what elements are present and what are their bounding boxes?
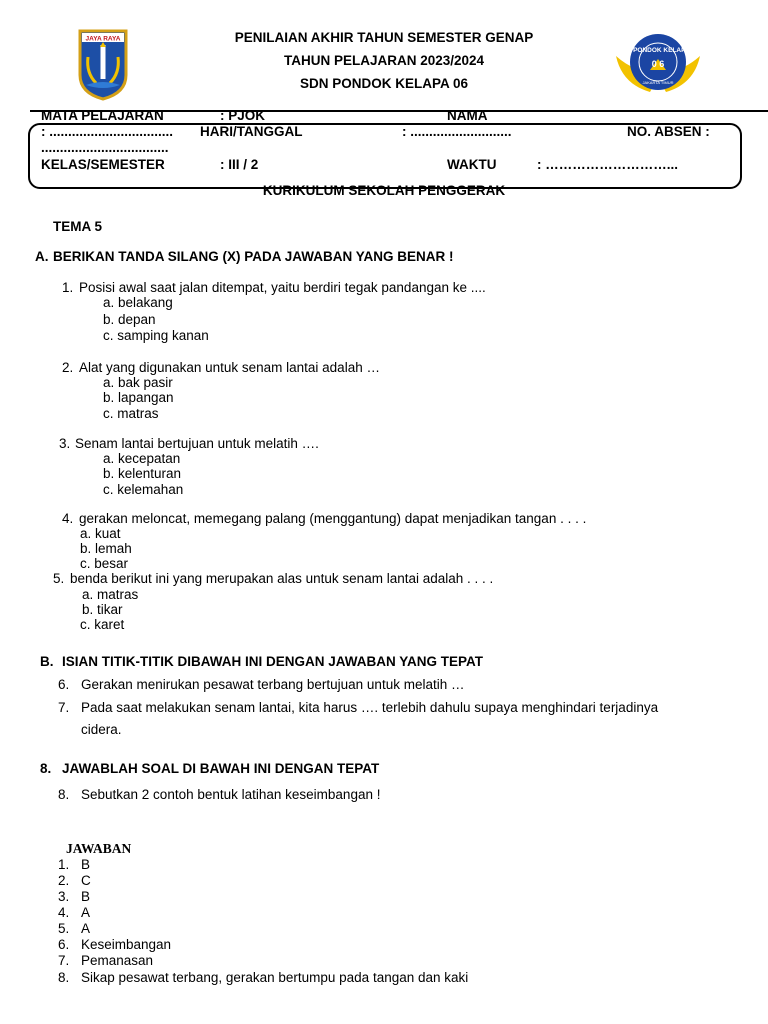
question-text: Sebutkan 2 contoh bentuk latihan keseimbangan ! (81, 787, 381, 802)
answer-option[interactable]: b. lemah (80, 541, 132, 556)
answer-option[interactable]: a. belakang (103, 295, 173, 310)
date-label: HARI/TANGGAL (200, 124, 303, 139)
time-label: WAKTU (447, 157, 497, 172)
question-number: 2. (62, 360, 74, 375)
answer-key-value: C (81, 873, 91, 888)
answer-option[interactable]: b. lapangan (103, 390, 174, 405)
logo-motto-text: JAYA RAYA (85, 35, 121, 43)
answer-key-number: 3. (58, 889, 70, 904)
answer-option[interactable]: c. samping kanan (103, 328, 209, 343)
question-text: benda berikut ini yang merupakan alas untuk senam lantai adalah . . . . (70, 571, 494, 586)
answer-key-value: B (81, 857, 91, 872)
section-b-title: ISIAN TITIK-TITIK DIBAWAH INI DENGAN JAWABAN YANG TEPAT (62, 654, 484, 669)
answer-option[interactable]: b. kelenturan (103, 466, 182, 481)
question-number: 6. (58, 677, 70, 692)
answer-key-number: 2. (58, 873, 70, 888)
question-text: Pada saat melakukan senam lantai, kita harus …. terlebih dahulu supaya menghindari terjadinya (81, 700, 659, 715)
answer-key-value: Keseimbangan (81, 937, 172, 952)
question-text-continued: cidera. (81, 722, 122, 737)
badge-city-text: JAKARTA TIMUR (642, 80, 674, 85)
question-number: 1. (62, 280, 74, 295)
name-field[interactable]: : ................................. (41, 124, 174, 139)
exam-title: PENILAIAN AKHIR TAHUN SEMESTER GENAP (234, 30, 534, 45)
answer-option[interactable]: a. kuat (80, 526, 121, 541)
date-field[interactable]: : ........................... (402, 124, 512, 139)
answer-key-number: 5. (58, 921, 70, 936)
time-field[interactable]: : ………………………... (537, 157, 678, 172)
question-text: Senam lantai bertujuan untuk melatih …. (75, 436, 319, 451)
answer-option[interactable]: c. kelemahan (103, 482, 184, 497)
section-a-title: BERIKAN TANDA SILANG (X) PADA JAWABAN YANG BENAR ! (53, 249, 454, 264)
section-a-marker: A. (35, 249, 49, 264)
question-text: Gerakan menirukan pesawat terbang bertujuan untuk melatih … (81, 677, 465, 692)
name-label: NAMA (447, 108, 488, 123)
answer-key-value: A (81, 905, 91, 920)
absence-number-label: NO. ABSEN : (627, 124, 710, 139)
question-number: 3. (59, 436, 71, 451)
absence-number-field[interactable]: .................................. (41, 140, 169, 155)
answer-key-value: A (81, 921, 91, 936)
class-semester-label: KELAS/SEMESTER (41, 157, 165, 172)
answer-key-number: 7. (58, 953, 70, 968)
answer-option[interactable]: a. kecepatan (103, 451, 181, 466)
answer-key-number: 8. (58, 970, 70, 985)
class-semester-value: : III / 2 (220, 157, 259, 172)
answer-option[interactable]: a. bak pasir (103, 375, 173, 390)
answer-key-number: 4. (58, 905, 70, 920)
svg-text:0 6: 0 6 (651, 59, 665, 69)
section-c-title: JAWABLAH SOAL DI BAWAH INI DENGAN TEPAT (62, 761, 380, 776)
answer-option[interactable]: c. karet (80, 617, 125, 632)
question-number: 4. (62, 511, 74, 526)
answer-option[interactable]: c. besar (80, 556, 129, 571)
subject-value: : PJOK (220, 108, 266, 123)
question-number: 5. (53, 571, 65, 586)
answer-option[interactable]: b. tikar (82, 602, 123, 617)
section-b-marker: B. (40, 654, 54, 669)
answer-option[interactable]: b. depan (103, 312, 156, 327)
answer-key-number: 6. (58, 937, 70, 952)
answer-key-value: B (81, 889, 91, 904)
answer-key-title: JAWABAN (66, 841, 132, 856)
badge-school-text: SDN PONDOK KELAPA 06 (617, 47, 699, 54)
answer-option[interactable]: c. matras (103, 406, 159, 421)
school-badge-logo (612, 26, 704, 100)
answer-key-number: 1. (58, 857, 70, 872)
school-name: SDN PONDOK KELAPA 06 (299, 76, 469, 91)
question-number: 8. (58, 787, 70, 802)
answer-key-value: Pemanasan (81, 953, 154, 968)
question-text: Posisi awal saat jalan ditempat, yaitu berdiri tegak pandangan ke .... (79, 280, 486, 295)
answer-key-value: Sikap pesawat terbang, gerakan bertumpu pada tangan dan kaki (81, 970, 469, 985)
theme-label: TEMA 5 (53, 219, 103, 234)
answer-option[interactable]: a. matras (82, 587, 139, 602)
curriculum-title: KURIKULUM SEKOLAH PENGGERAK (262, 183, 506, 198)
question-text: gerakan meloncat, memegang palang (menggantung) dapat menjadikan tangan . . . . (79, 511, 587, 526)
academic-year: TAHUN PELAJARAN 2023/2024 (283, 53, 485, 68)
subject-label: MATA PELAJARAN (41, 108, 164, 123)
section-c-marker: 8. (40, 761, 52, 776)
question-number: 7. (58, 700, 70, 715)
question-text: Alat yang digunakan untuk senam lantai adalah … (79, 360, 380, 375)
